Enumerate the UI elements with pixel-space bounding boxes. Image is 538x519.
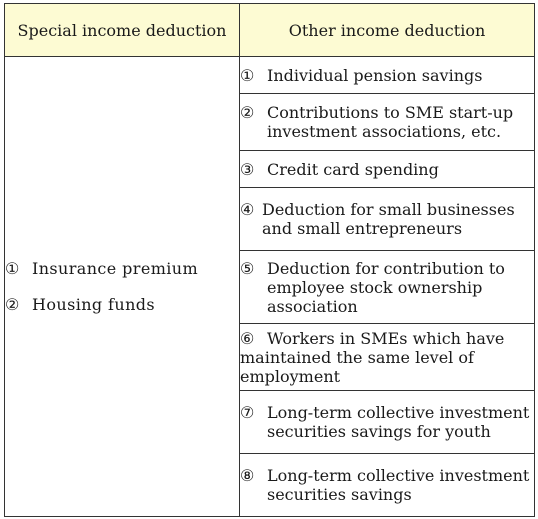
other-item-sme-workers [240, 324, 535, 391]
item-label: Workers in SMEs which have [267, 328, 505, 348]
item-number: ⑦ [240, 403, 255, 422]
header-special-income-deduction [5, 4, 240, 57]
item-label: Contributions to SME start-up investment associations, etc. [267, 103, 514, 141]
item-number: ⑥ [240, 328, 255, 348]
item-label: Deduction for contribution to employee stock ownership association [267, 258, 505, 316]
header-special-label: Special income deduction [17, 20, 227, 40]
other-item-collective-savings [240, 454, 535, 517]
item-number: ① [5, 258, 20, 278]
item-label: Deduction for small businesses and small entrepreneurs [262, 200, 515, 238]
item-number: ⑤ [240, 258, 255, 278]
header-other-label: Other income deduction [288, 20, 486, 40]
item-label: Individual pension savings [267, 65, 483, 85]
item-label: Housing funds [32, 294, 156, 314]
item-number: ③ [240, 159, 255, 179]
special-deduction-cell [5, 57, 240, 517]
other-item-employee-stock [240, 251, 535, 324]
item-number: ⑧ [240, 466, 255, 485]
table-header-row [5, 4, 535, 57]
item-number: ① [240, 65, 255, 85]
other-item-small-business [240, 188, 535, 251]
header-other-income-deduction [240, 4, 535, 57]
other-item-sme-startup [240, 94, 535, 151]
special-item-housing [5, 287, 239, 323]
item-label: Long-term collective investment securities savings [267, 466, 530, 504]
other-item-youth-savings [240, 391, 535, 454]
other-item-pension [240, 57, 535, 94]
item-label: Insurance premium [32, 258, 199, 278]
special-item-insurance [5, 251, 239, 287]
item-label-continued: maintained the same level of employment [240, 347, 474, 386]
income-deduction-table [4, 3, 535, 517]
item-number: ④ [240, 200, 255, 219]
item-number: ② [240, 103, 255, 122]
other-item-credit-card [240, 151, 535, 188]
item-number: ② [5, 294, 20, 314]
item-label: Credit card spending [267, 159, 439, 179]
table-row [5, 57, 535, 94]
item-label: Long-term collective investment securities savings for youth [267, 403, 530, 441]
